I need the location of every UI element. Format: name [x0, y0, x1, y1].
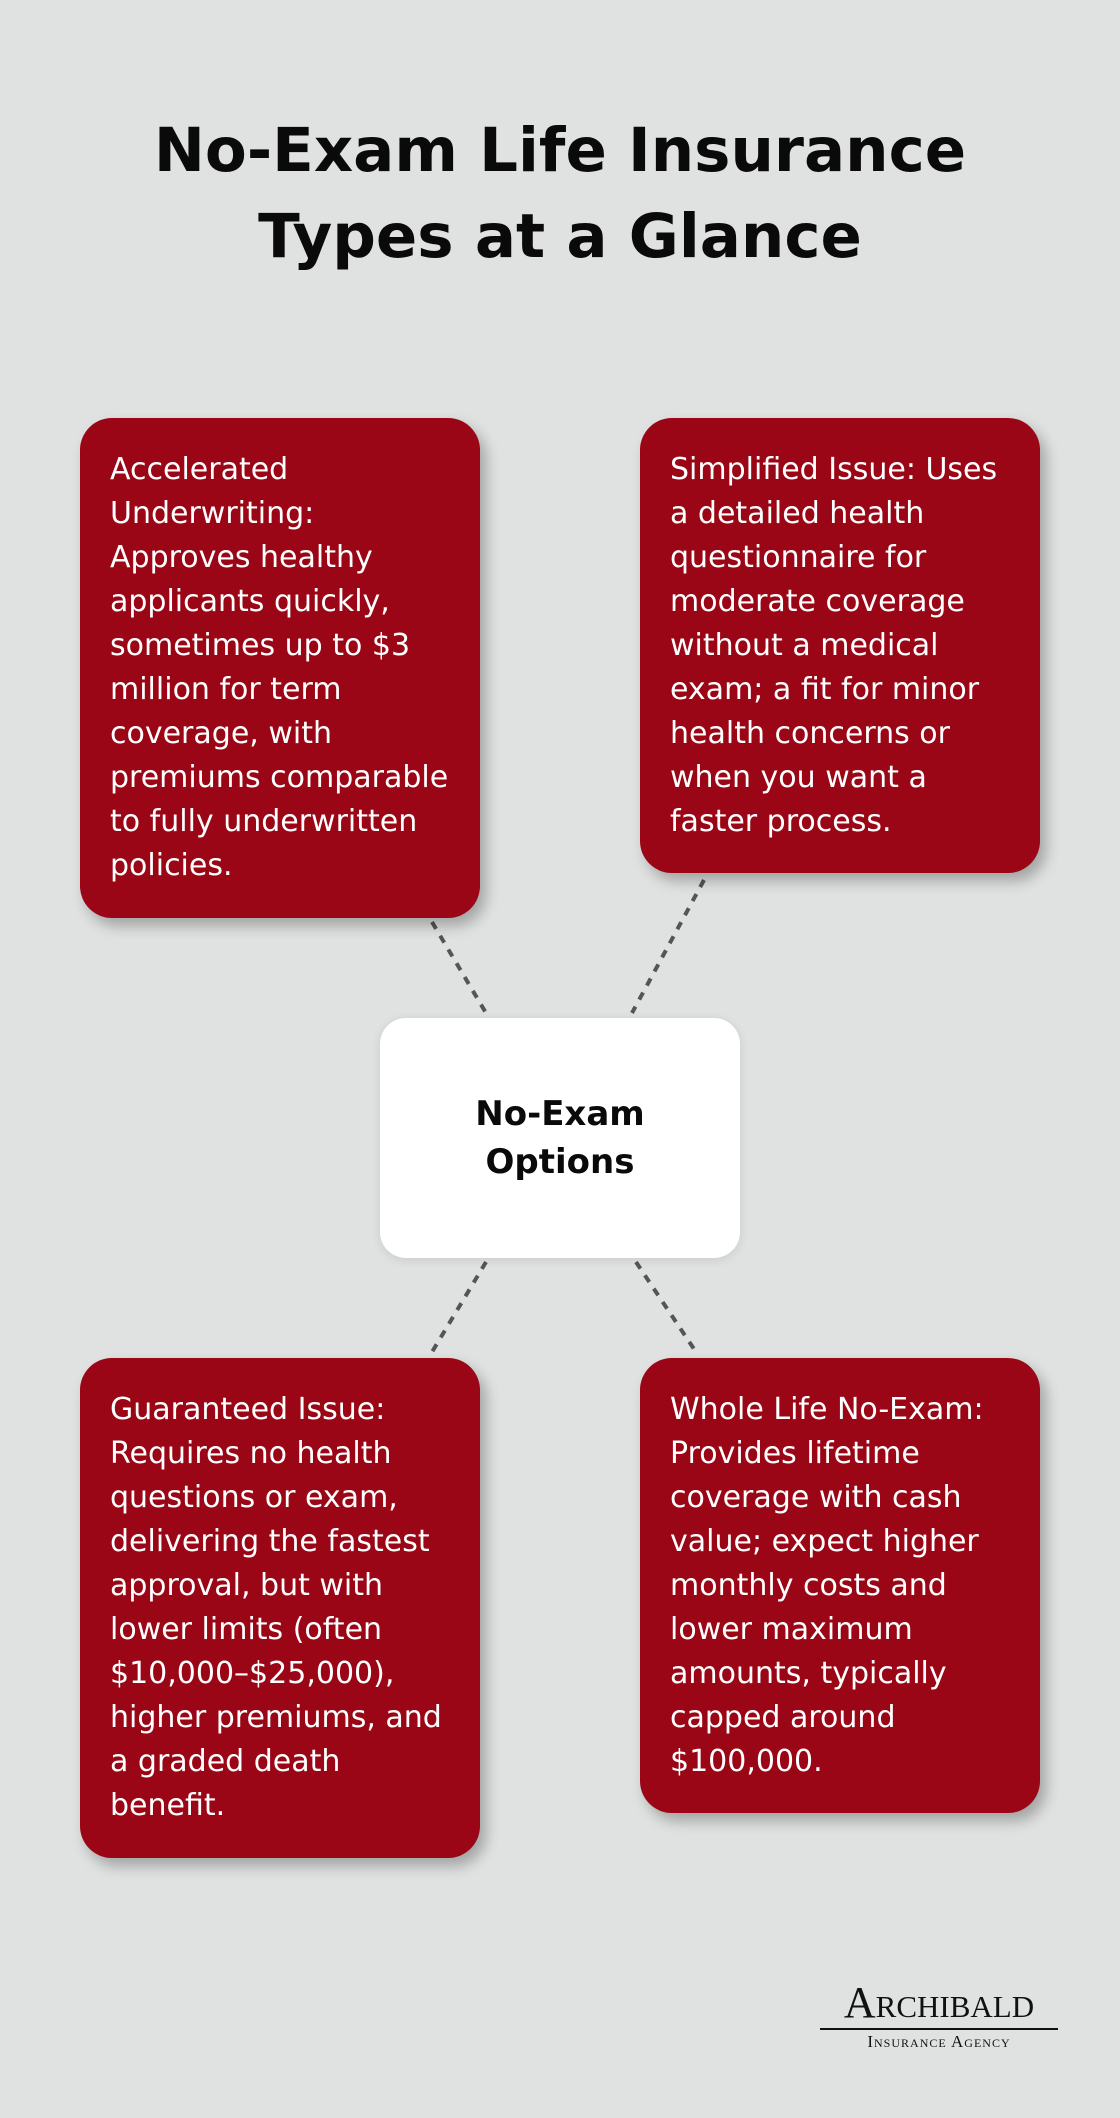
- center-node: [380, 1018, 740, 1258]
- card-guaranteed-issue: [80, 1358, 480, 1858]
- connector-top-left: [432, 922, 486, 1013]
- brand-logo: [818, 1980, 1060, 2050]
- card-text: Simplified Issue: Uses a detailed health questionnaire for moderate coverage without a medical exam; a fit for minor health concerns or when you want a faster process.: [670, 452, 998, 839]
- logo-divider: [820, 2028, 1058, 2030]
- page-title: No-Exam Life Insurance Types at a Glance: [153, 115, 967, 272]
- connector-bottom-left: [432, 1262, 486, 1352]
- card-accelerated-underwriting: [80, 418, 480, 918]
- card-simplified-issue: [640, 418, 1040, 873]
- card-text: Guaranteed Issue: Requires no health questions or exam, delivering the fastest approval, but with lower limits (often $10,000–$25,000), higher premiums, and a graded death benefit.: [110, 1392, 442, 1823]
- card-whole-life-no-exam: [640, 1358, 1040, 1813]
- card-text: Whole Life No-Exam: Provides lifetime coverage with cash value; expect higher monthly costs and lower maximum amounts, typically capped around $100,000.: [670, 1392, 984, 1779]
- connector-bottom-right: [636, 1262, 696, 1352]
- connector-top-right: [632, 880, 704, 1013]
- card-text: Accelerated Underwriting: Approves healthy applicants quickly, sometimes up to $3 million for term coverage, with premiums comparable to fully underwritten policies.: [110, 452, 449, 883]
- logo-name: Archibald: [843, 1978, 1035, 2027]
- logo-subtitle: Insurance Agency: [867, 2032, 1011, 2051]
- center-label: No-Exam Options: [475, 1094, 645, 1182]
